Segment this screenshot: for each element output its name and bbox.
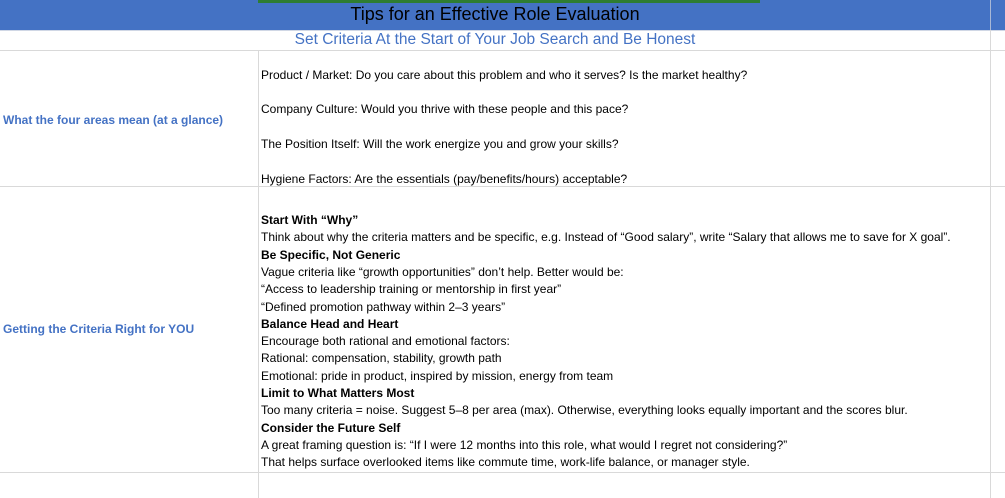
column-divider [258,50,259,498]
sheet-subtitle[interactable]: Set Criteria At the Start of Your Job Search and Be Honest [294,31,696,48]
text-line: Product / Market: Do you care about this problem and who it serves? Is the market healthy? [261,68,748,82]
section-heading: Consider the Future Self [261,420,401,435]
text-line: Too many criteria = noise. Suggest 5–8 per area (max). Otherwise, everything looks equally important and the scores blur. [261,403,908,418]
row-label-criteria[interactable]: Getting the Criteria Right for YOU [3,322,195,336]
row-divider [0,186,1005,187]
row-divider [0,472,1005,473]
subtitle-row [0,30,1005,51]
column-divider [990,0,991,30]
text-line: Emotional: pride in product, inspired by mission, energy from team [261,368,614,383]
title-bar [0,0,1005,31]
selected-cell-indicator [258,0,760,3]
section-heading: Start With “Why” [261,213,359,227]
text-line: The Position Itself: Will the work energize you and grow your skills? [261,137,619,151]
text-line: Encourage both rational and emotional factors: [261,334,510,349]
section-heading: Balance Head and Heart [261,316,399,331]
row-label-four-areas[interactable]: What the four areas mean (at a glance) [3,113,224,127]
text-line: Vague criteria like “growth opportunities” don’t help. Better would be: [261,264,624,279]
sheet-title[interactable]: Tips for an Effective Role Evaluation [350,4,640,24]
text-line: “Access to leadership training or mentorship in first year” [261,282,562,297]
section-heading: Limit to What Matters Most [261,386,415,400]
text-line: Company Culture: Would you thrive with these people and this pace? [261,102,629,116]
text-line: That helps surface overlooked items like commute time, work-life balance, or manager style. [261,455,750,470]
text-line: Rational: compensation, stability, growth path [261,351,502,366]
text-line: Think about why the criteria matters and be specific, e.g. Instead of “Good salary”, write “Salary that allows me to save for X goal”. [261,230,951,245]
column-divider [990,30,991,498]
text-line: A great framing question is: “If I were 12 months into this role, what would I regret not considering?” [261,437,788,452]
section-heading: Be Specific, Not Generic [261,247,401,262]
text-line: “Defined promotion pathway within 2–3 years” [261,299,506,314]
text-line: Hygiene Factors: Are the essentials (pay/benefits/hours) acceptable? [261,172,628,186]
